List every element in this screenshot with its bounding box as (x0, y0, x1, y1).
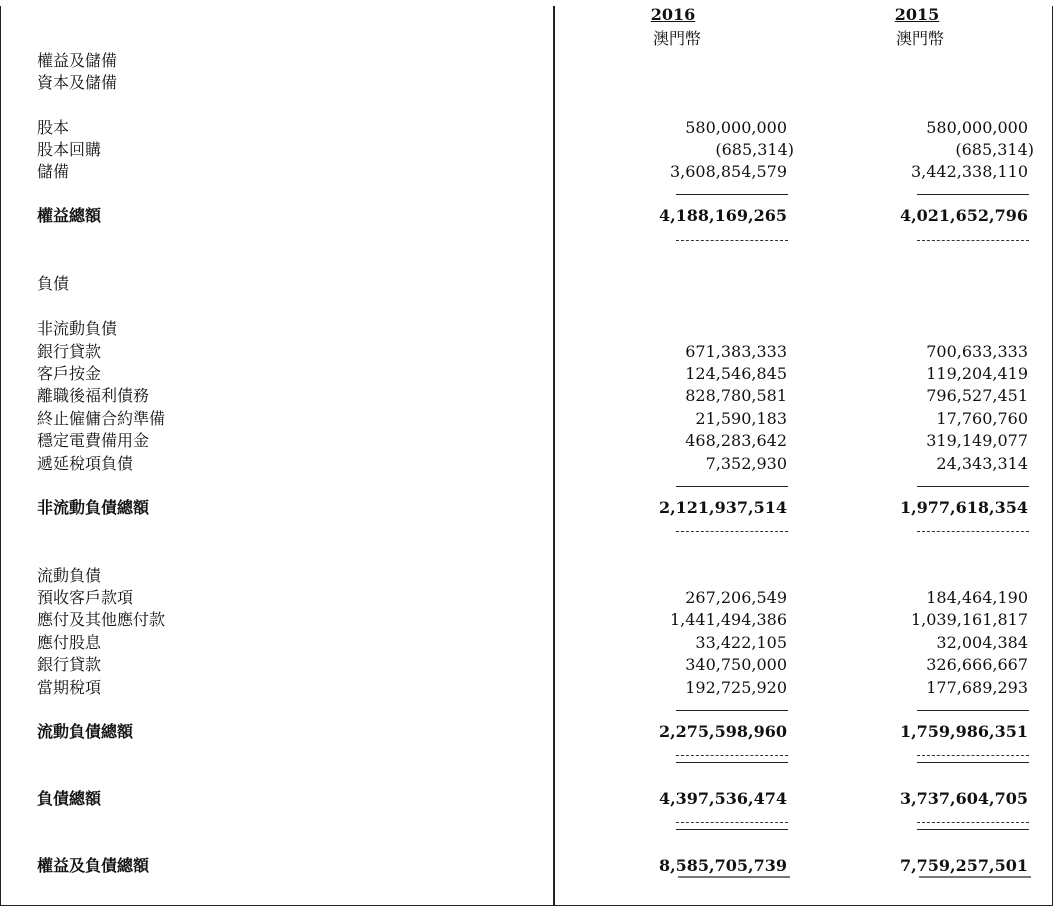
table-row (0, 430, 1053, 452)
row-label: 非流動負債總額 (37, 498, 150, 517)
value-2016: 468,283,642 (685, 431, 787, 450)
value-2016: 7,352,930 (705, 454, 787, 473)
currency-header-2015: 澳門幣 (895, 29, 944, 48)
value-2015: 1,039,161,817 (910, 610, 1028, 629)
value-2015: 24,343,314 (936, 454, 1028, 473)
value-2015: 700,633,333 (926, 342, 1028, 361)
table-row (0, 609, 1053, 631)
table-row (0, 453, 1053, 475)
value-2016: 4,397,536,474 (658, 789, 787, 808)
value-2016: 192,725,920 (685, 678, 787, 697)
value-2016: 8,585,705,739 (658, 856, 787, 875)
value-2015: 580,000,000 (926, 118, 1028, 137)
column-header-2015: 2015 (894, 5, 940, 24)
row-label: 當期稅項 (37, 678, 102, 697)
value-2016: 340,750,000 (685, 655, 787, 674)
value-2016: 267,206,549 (685, 588, 787, 607)
table-row (0, 385, 1053, 407)
value-2016: 1,441,494,386 (669, 610, 787, 629)
row-label: 權益及負債總額 (37, 856, 150, 875)
total-rule (917, 762, 1029, 763)
row-label: 離職後福利債務 (37, 386, 150, 405)
section-current-liabilities (0, 565, 1053, 587)
section-capital-reserves (0, 72, 1053, 94)
row-label: 權益總額 (37, 206, 102, 225)
total-rule (917, 822, 1029, 823)
value-2015: 3,737,604,705 (899, 789, 1028, 808)
total-row-equity (0, 205, 1053, 227)
value-2016: 580,000,000 (685, 118, 787, 137)
subtotal-rule (917, 710, 1029, 711)
value-2016: 671,383,333 (685, 342, 787, 361)
value-2015: 7,759,257,501 (899, 856, 1028, 875)
total-rule (917, 829, 1029, 830)
row-label: 應付及其他應付款 (37, 610, 166, 629)
row-label: 銀行貸款 (37, 342, 102, 361)
value-2015: 184,464,190 (926, 588, 1028, 607)
value-2016: 4,188,169,265 (658, 206, 787, 225)
total-rule (676, 240, 788, 241)
value-2016: 33,422,105 (695, 633, 787, 652)
column-header-2016: 2016 (650, 5, 696, 24)
total-row-non-current (0, 497, 1053, 519)
table-row (0, 363, 1053, 385)
row-label: 股本 (37, 118, 70, 137)
grand-total-underline (919, 876, 1031, 878)
section-non-current-liabilities (0, 318, 1053, 340)
row-label: 預收客戶款項 (37, 588, 134, 607)
table-row (0, 632, 1053, 654)
table-row (0, 677, 1053, 699)
table-row (0, 341, 1053, 363)
table-row (0, 161, 1053, 183)
subtotal-rule (676, 194, 788, 195)
total-rule (676, 829, 788, 830)
row-label: 銀行貸款 (37, 655, 102, 674)
total-rule (917, 755, 1029, 756)
currency-header-2016: 澳門幣 (652, 29, 701, 48)
row-label: 負債總額 (37, 789, 102, 808)
row-label: 流動負債總額 (37, 722, 134, 741)
total-rule (676, 755, 788, 756)
section-label: 流動負債 (37, 566, 102, 585)
value-2015: 119,204,419 (926, 364, 1028, 383)
row-label: 應付股息 (37, 633, 102, 652)
total-rule (917, 531, 1029, 532)
section-label: 負債 (37, 274, 70, 293)
row-label: 遞延稅項負債 (37, 454, 134, 473)
row-label: 穩定電費備用金 (37, 431, 150, 450)
value-2015: 319,149,077 (926, 431, 1028, 450)
total-row-liabilities (0, 788, 1053, 810)
frame-bottom-border (0, 905, 1053, 906)
total-rule (917, 240, 1029, 241)
table-row (0, 587, 1053, 609)
section-liabilities (0, 273, 1053, 295)
subtotal-rule (917, 486, 1029, 487)
total-row-equity-liabilities (0, 855, 1053, 877)
value-2016: 3,608,854,579 (669, 162, 787, 181)
table-row (0, 117, 1053, 139)
subtotal-rule (917, 194, 1029, 195)
value-2016: (685,314) (715, 140, 794, 159)
value-2015: 17,760,760 (936, 409, 1028, 428)
value-2016: 2,275,598,960 (658, 722, 787, 741)
section-label: 資本及儲備 (37, 73, 118, 92)
row-label: 終止僱傭合約準備 (37, 409, 166, 428)
section-equity-reserves (0, 50, 1053, 72)
row-label: 股本回購 (37, 140, 102, 159)
value-2015: 177,689,293 (926, 678, 1028, 697)
table-row (0, 139, 1053, 161)
value-2015: 796,527,451 (926, 386, 1028, 405)
value-2015: 3,442,338,110 (910, 162, 1028, 181)
value-2015: (685,314) (955, 140, 1034, 159)
value-2015: 1,977,618,354 (899, 498, 1028, 517)
total-rule (676, 822, 788, 823)
value-2015: 4,021,652,796 (899, 206, 1028, 225)
total-rule (676, 531, 788, 532)
value-2016: 828,780,581 (685, 386, 787, 405)
subtotal-rule (676, 710, 788, 711)
total-rule (676, 762, 788, 763)
table-row (0, 408, 1053, 430)
grand-total-underline (678, 876, 790, 878)
section-label: 非流動負債 (37, 319, 118, 338)
subtotal-rule (676, 486, 788, 487)
value-2015: 1,759,986,351 (899, 722, 1028, 741)
row-label: 儲備 (37, 162, 70, 181)
value-2016: 2,121,937,514 (658, 498, 787, 517)
value-2016: 21,590,183 (695, 409, 787, 428)
total-row-current (0, 721, 1053, 743)
value-2015: 326,666,667 (926, 655, 1028, 674)
row-label: 客戶按金 (37, 364, 102, 383)
table-row (0, 654, 1053, 676)
section-label: 權益及儲備 (37, 51, 118, 70)
value-2015: 32,004,384 (936, 633, 1028, 652)
value-2016: 124,546,845 (685, 364, 787, 383)
